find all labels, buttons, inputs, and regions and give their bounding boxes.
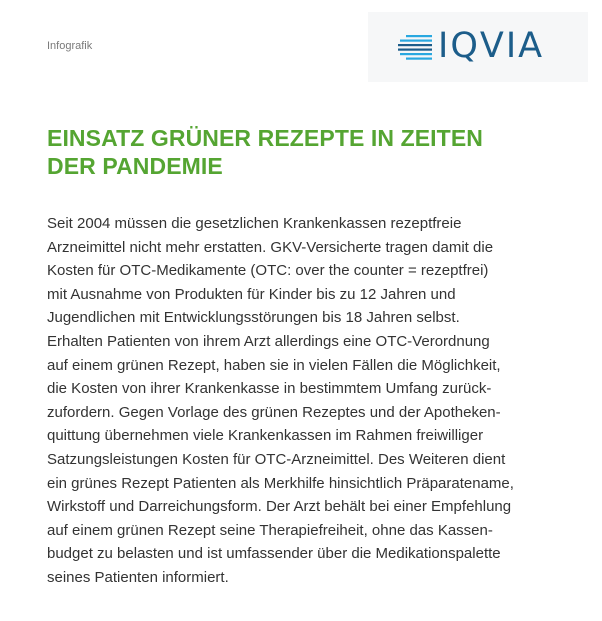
body-line: die Kosten von ihrer Krankenkasse in bestimmtem Umfang zurück- (47, 380, 492, 398)
page-title (47, 124, 567, 180)
logo (368, 12, 588, 82)
body-line: auf einem grünen Rezept, haben sie in vielen Fällen die Möglichkeit, (47, 356, 501, 374)
body-line: Satzungsleistungen Kosten für OTC-Arzneimittel. Des Weiteren dient (47, 450, 506, 468)
body-line: seines Patienten informiert. (47, 568, 229, 586)
body-line: Arzneimittel nicht mehr erstatten. GKV-Versicherte tragen damit die (47, 238, 494, 256)
body-line: Jugendlichen mit Entwicklungsstörungen bis 18 Jahren selbst. (47, 309, 460, 327)
category-label: Infografik (47, 40, 93, 52)
body-paragraph (47, 212, 567, 590)
iqvia-lines-icon (398, 34, 432, 60)
body-line: Seit 2004 müssen die gesetzlichen Krankenkassen rezeptfreie (47, 215, 462, 232)
body-line: zufordern. Gegen Vorlage des grünen Rezeptes und der Apotheken- (47, 403, 501, 421)
logo-wordmark: IQVIA (438, 26, 545, 66)
body-line: ein grünes Rezept Patienten als Merkhilfe hinsichtlich Präparatename, (47, 474, 514, 492)
body-line: auf einem grünen Rezept seine Therapiefreiheit, ohne das Kassen- (47, 521, 493, 539)
title-line: EINSATZ GRÜNER REZEPTE IN ZEITEN (47, 125, 483, 151)
body-line: quittung übernehmen viele Krankenkassen im Rahmen freiwilliger (47, 427, 484, 445)
body-line: budget zu belasten und ist umfassender über die Medikationspalette (47, 545, 501, 563)
title-line: DER PANDEMIE (47, 153, 223, 179)
body-line: mit Ausnahme von Produkten für Kinder bis zu 12 Jahren und (47, 285, 456, 303)
body-line: Erhalten Patienten von ihrem Arzt allerdings eine OTC-Verordnung (47, 332, 490, 350)
body-line: Kosten für OTC-Medikamente (OTC: over the counter = rezeptfrei) (47, 262, 489, 280)
body-line: Wirkstoff und Darreichungsform. Der Arzt behält bei einer Empfehlung (47, 498, 512, 516)
